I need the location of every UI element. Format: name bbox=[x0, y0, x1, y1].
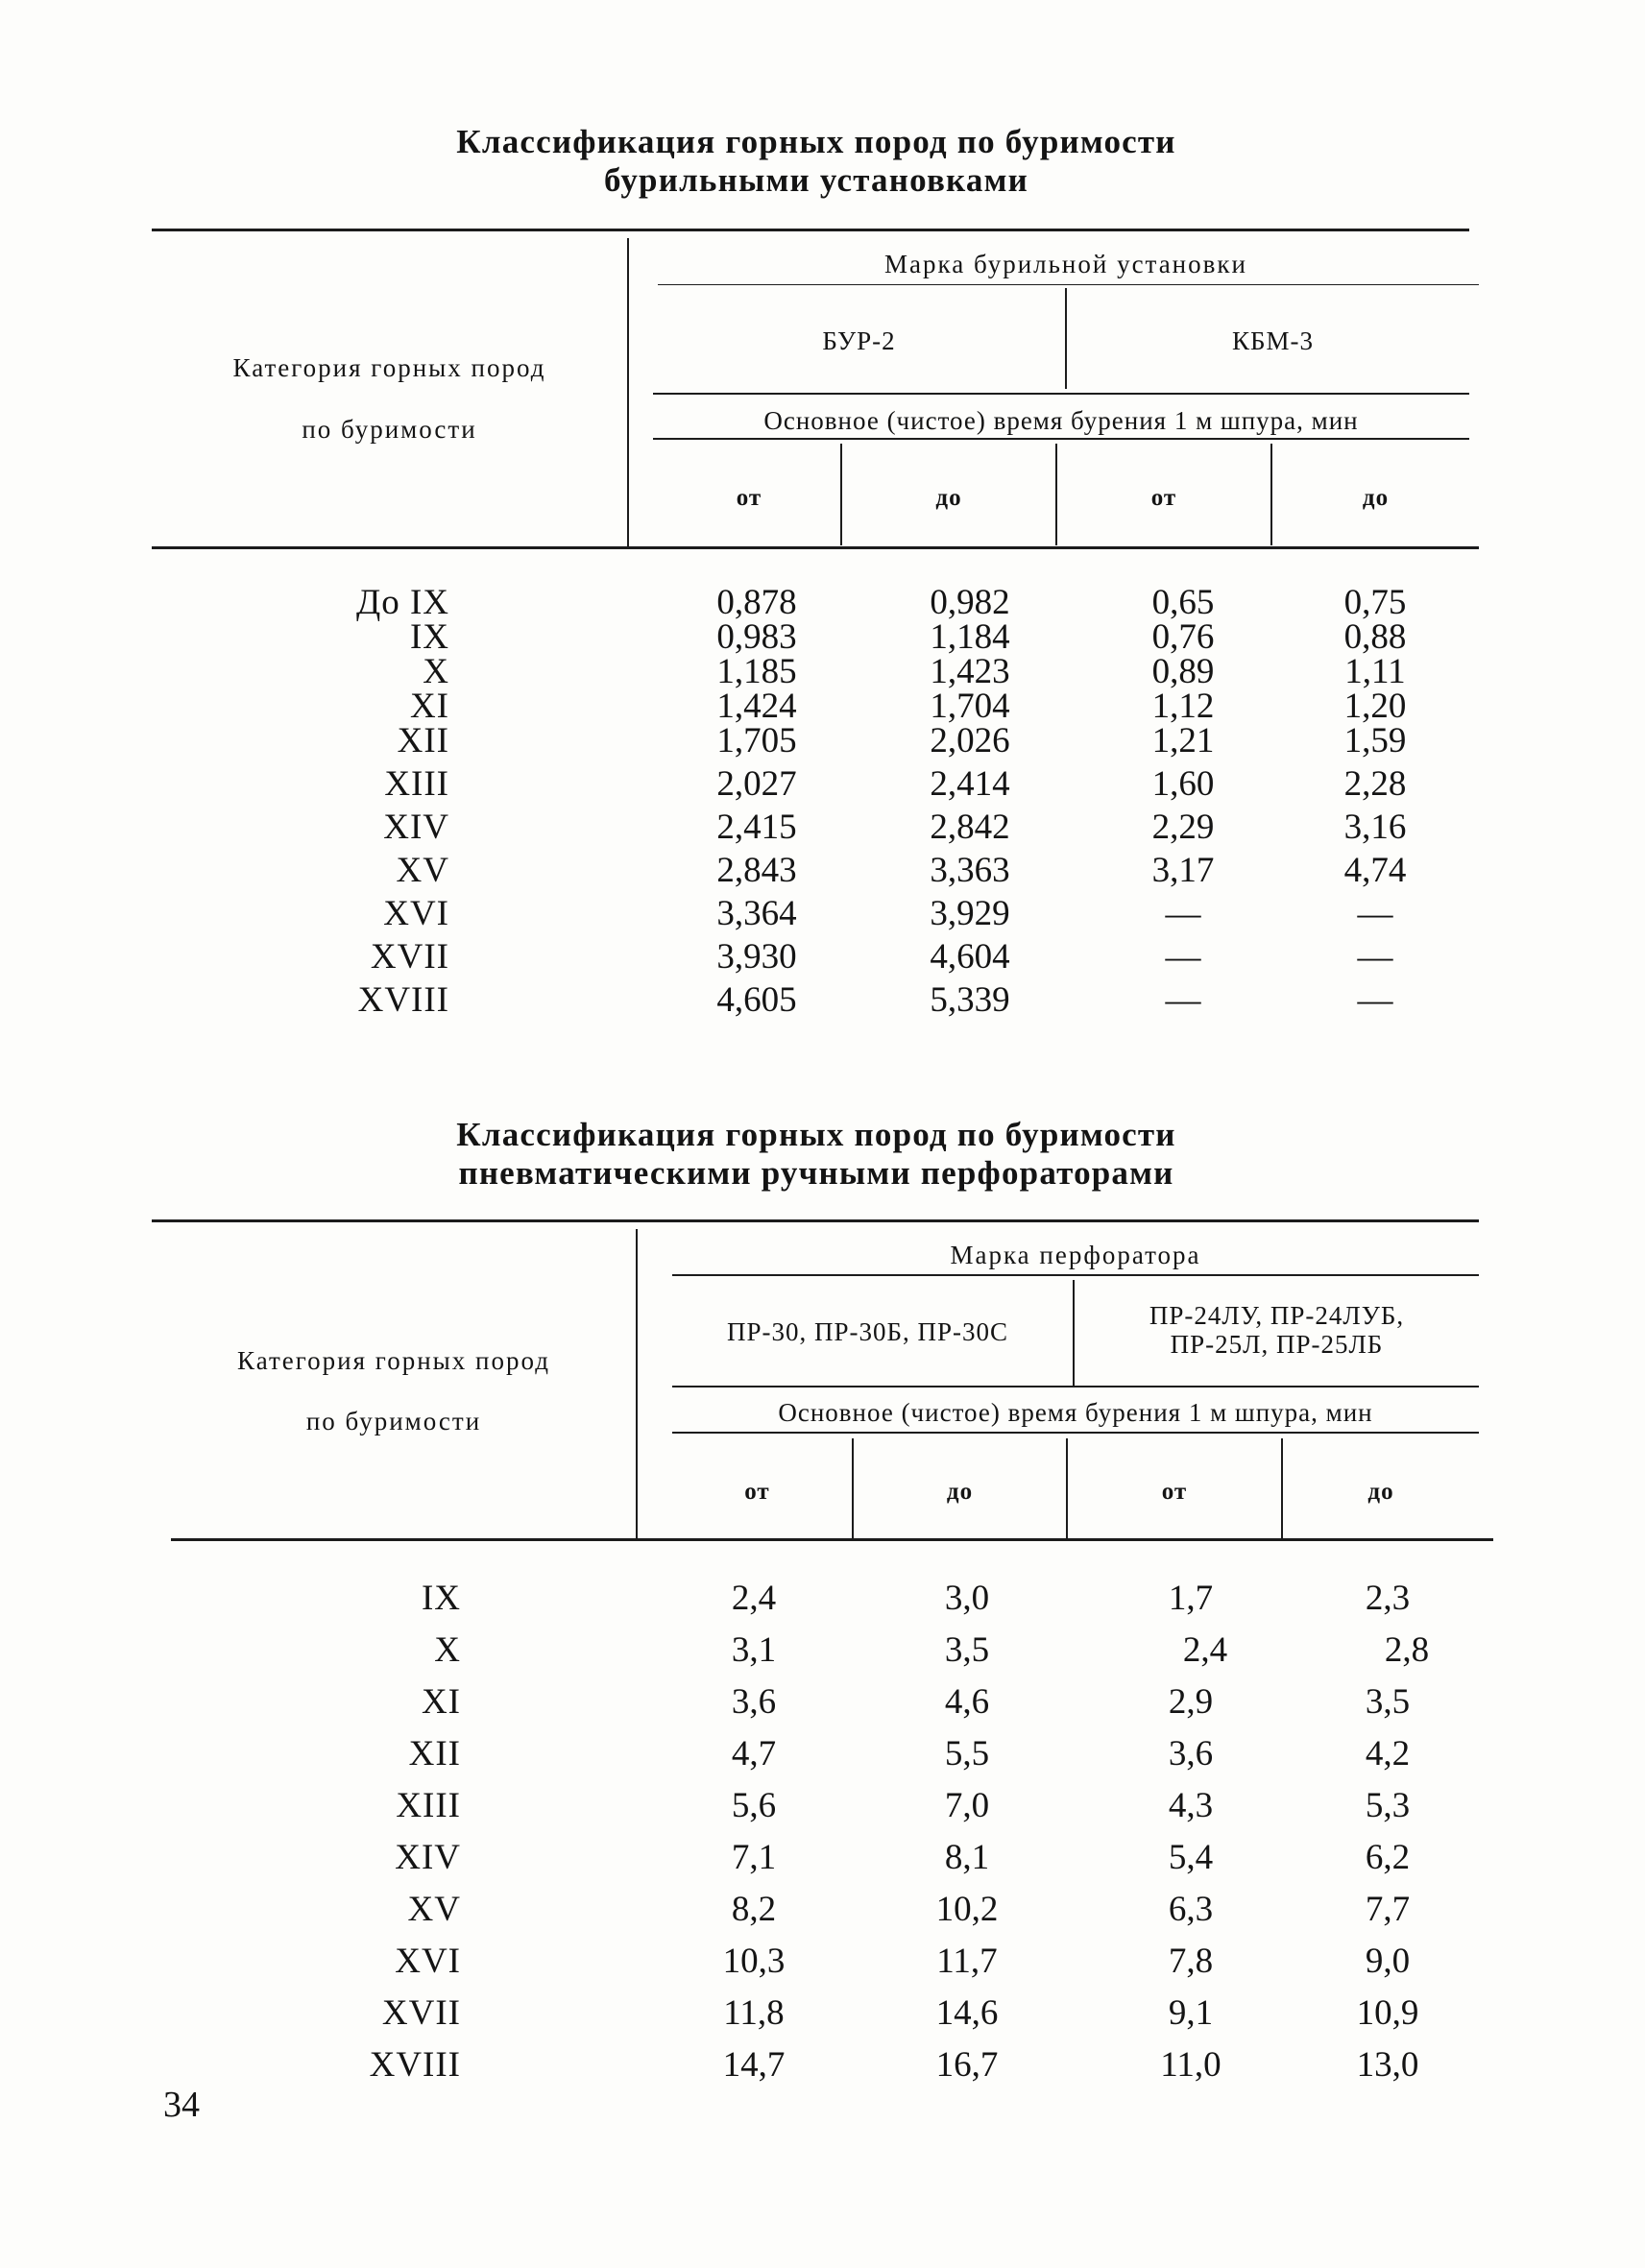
value-cell: 5,5 bbox=[944, 1734, 990, 1773]
table-row bbox=[0, 810, 1645, 854]
value-cell: 3,16 bbox=[1343, 808, 1407, 847]
table-row bbox=[0, 721, 1645, 767]
value-cell: — bbox=[1165, 894, 1201, 933]
table-row bbox=[0, 1936, 1645, 1988]
value-cell: 5,4 bbox=[1168, 1838, 1214, 1877]
table2-category-header-line2: по буримости bbox=[305, 1407, 482, 1436]
category-cell: X bbox=[423, 652, 449, 691]
value-cell: 0,75 bbox=[1343, 583, 1407, 622]
table1-machine-b: КБМ-3 bbox=[1231, 326, 1314, 355]
table2-machine-b-line1: ПР-24ЛУ, ПР-24ЛУБ, bbox=[1149, 1301, 1405, 1330]
value-cell: 3,6 bbox=[731, 1682, 777, 1722]
table1-from-b: от bbox=[1150, 485, 1177, 511]
value-cell: 2,3 bbox=[1365, 1579, 1411, 1618]
value-cell: 11,0 bbox=[1160, 2045, 1222, 2085]
table1-category-header-line2: по буримости bbox=[302, 415, 477, 444]
value-cell: 5,3 bbox=[1365, 1786, 1411, 1825]
category-cell: XVII bbox=[370, 937, 449, 977]
value-cell: 8,2 bbox=[731, 1890, 777, 1929]
category-cell: XI bbox=[409, 687, 449, 726]
value-cell: 0,982 bbox=[930, 583, 1010, 622]
table-row bbox=[0, 764, 1645, 810]
value-cell: 1,11 bbox=[1344, 652, 1406, 691]
value-cell: 7,8 bbox=[1168, 1942, 1214, 1981]
table2-group-rule bbox=[672, 1274, 1479, 1276]
value-cell: 2,027 bbox=[716, 764, 797, 804]
value-cell: 1,704 bbox=[930, 687, 1010, 726]
table2-to-b: до bbox=[1367, 1479, 1394, 1505]
table1-category-divider bbox=[627, 238, 629, 547]
category-cell: IX bbox=[409, 617, 449, 657]
value-cell: — bbox=[1357, 894, 1393, 933]
category-cell: XIV bbox=[383, 808, 449, 847]
value-cell: 6,2 bbox=[1365, 1838, 1411, 1877]
value-cell: 7,7 bbox=[1365, 1890, 1411, 1929]
value-cell: 1,423 bbox=[930, 652, 1010, 691]
table-row bbox=[0, 1625, 1645, 1677]
category-cell: XI bbox=[421, 1682, 461, 1722]
value-cell: 14,7 bbox=[722, 2045, 786, 2085]
table2-time-header: Основное (чистое) время бурения 1 м шпура, мин bbox=[778, 1398, 1373, 1427]
value-cell: 2,414 bbox=[930, 764, 1010, 804]
table1-machine-rule bbox=[653, 393, 1469, 395]
value-cell: 1,424 bbox=[716, 687, 797, 726]
table1-time-rule bbox=[653, 438, 1469, 440]
value-cell: 8,1 bbox=[944, 1838, 990, 1877]
value-cell: 11,7 bbox=[936, 1942, 998, 1981]
value-cell: 4,605 bbox=[716, 980, 797, 1020]
value-cell: 3,364 bbox=[716, 894, 797, 933]
table-row bbox=[0, 1728, 1645, 1780]
table2-category-header-line1: Категория горных пород bbox=[237, 1346, 550, 1375]
table2-time-rule bbox=[672, 1432, 1479, 1434]
value-cell: 3,5 bbox=[1365, 1682, 1411, 1722]
table1-to-b: до bbox=[1362, 485, 1390, 511]
category-cell: XVIII bbox=[369, 2045, 461, 2085]
table-row bbox=[0, 980, 1645, 1026]
value-cell: 2,4 bbox=[731, 1579, 777, 1618]
value-cell: 14,6 bbox=[935, 1993, 999, 2033]
value-cell: 4,7 bbox=[731, 1734, 777, 1773]
value-cell: 1,12 bbox=[1151, 687, 1215, 726]
table2-machine-b-line2: ПР-25Л, ПР-25ЛБ bbox=[1170, 1330, 1384, 1359]
value-cell: — bbox=[1357, 980, 1393, 1020]
value-cell: 16,7 bbox=[935, 2045, 999, 2085]
table2-category-divider bbox=[636, 1229, 638, 1538]
value-cell: 0,65 bbox=[1151, 583, 1215, 622]
value-cell: 1,60 bbox=[1151, 764, 1215, 804]
table2-group-header: Марка перфоратора bbox=[950, 1241, 1201, 1269]
value-cell: 0,878 bbox=[716, 583, 797, 622]
table-row bbox=[0, 937, 1645, 983]
table1-time-header: Основное (чистое) время бурения 1 м шпура, мин bbox=[763, 406, 1359, 435]
value-cell: 10,9 bbox=[1356, 1993, 1419, 2033]
value-cell: 1,184 bbox=[930, 617, 1010, 657]
table2-title-line2: пневматическими ручными перфораторами bbox=[458, 1154, 1174, 1192]
table2-to-a: до bbox=[946, 1479, 974, 1505]
table2-header-bottom-rule bbox=[171, 1538, 1493, 1541]
table-row bbox=[0, 1988, 1645, 2039]
value-cell: 2,026 bbox=[930, 721, 1010, 760]
value-cell: 3,1 bbox=[731, 1630, 777, 1670]
table-row bbox=[0, 1573, 1645, 1625]
category-cell: XVII bbox=[381, 1993, 461, 2033]
category-cell: XVI bbox=[383, 894, 449, 933]
value-cell: 1,21 bbox=[1151, 721, 1215, 760]
table2-title-line1: Классификация горных пород по буримости bbox=[456, 1116, 1176, 1153]
table2-top-rule bbox=[152, 1219, 1479, 1222]
category-cell: X bbox=[434, 1630, 461, 1670]
category-cell: XII bbox=[408, 1734, 461, 1773]
value-cell: 5,6 bbox=[731, 1786, 777, 1825]
table2-title bbox=[144, 1116, 1488, 1193]
value-cell: 0,89 bbox=[1151, 652, 1215, 691]
value-cell: 3,363 bbox=[930, 851, 1010, 890]
value-cell: 7,0 bbox=[944, 1786, 990, 1825]
table2-machine-rule bbox=[672, 1386, 1479, 1387]
table-row bbox=[0, 1832, 1645, 1884]
table1-group-rule bbox=[658, 284, 1479, 285]
category-cell: До IX bbox=[355, 583, 449, 622]
value-cell: 1,7 bbox=[1168, 1579, 1214, 1618]
value-cell: 2,8 bbox=[1384, 1630, 1430, 1670]
value-cell: 10,2 bbox=[935, 1890, 999, 1929]
value-cell: 2,415 bbox=[716, 808, 797, 847]
value-cell: 4,6 bbox=[944, 1682, 990, 1722]
table2-from-b: от bbox=[1161, 1479, 1188, 1505]
value-cell: — bbox=[1357, 937, 1393, 977]
value-cell: 11,8 bbox=[723, 1993, 785, 2033]
table-row bbox=[0, 1677, 1645, 1728]
table-row bbox=[0, 1884, 1645, 1936]
value-cell: 0,76 bbox=[1151, 617, 1215, 657]
table-row bbox=[0, 689, 1645, 724]
value-cell: 9,0 bbox=[1365, 1942, 1411, 1981]
value-cell: 7,1 bbox=[731, 1838, 777, 1877]
value-cell: — bbox=[1165, 980, 1201, 1020]
value-cell: 3,0 bbox=[944, 1579, 990, 1618]
value-cell: 2,29 bbox=[1151, 808, 1215, 847]
value-cell: 4,604 bbox=[930, 937, 1010, 977]
value-cell: 1,20 bbox=[1343, 687, 1407, 726]
category-cell: XV bbox=[407, 1890, 461, 1929]
table1-category-header-line1: Категория горных пород bbox=[232, 353, 546, 382]
value-cell: 10,3 bbox=[722, 1942, 786, 1981]
table1-group-header: Марка бурильной установки bbox=[884, 250, 1247, 278]
value-cell: 13,0 bbox=[1356, 2045, 1419, 2085]
value-cell: 1,705 bbox=[716, 721, 797, 760]
category-cell: IX bbox=[421, 1579, 461, 1618]
category-cell: XIII bbox=[396, 1786, 461, 1825]
value-cell: 3,929 bbox=[930, 894, 1010, 933]
table2-machine-a: ПР-30, ПР-30Б, ПР-30С bbox=[726, 1317, 1009, 1346]
value-cell: 2,9 bbox=[1168, 1682, 1214, 1722]
value-cell: 1,59 bbox=[1343, 721, 1407, 760]
value-cell: 1,185 bbox=[716, 652, 797, 691]
table-row bbox=[0, 2039, 1645, 2091]
table-row bbox=[0, 1780, 1645, 1832]
table1-title-line2: бурильными установками bbox=[603, 161, 1028, 199]
value-cell: 2,842 bbox=[930, 808, 1010, 847]
table1-title-line1: Классификация горных пород по буримости bbox=[456, 123, 1176, 160]
table1-top-rule bbox=[152, 229, 1469, 231]
value-cell: 3,930 bbox=[716, 937, 797, 977]
table2-from-a: от bbox=[744, 1479, 770, 1505]
table-row bbox=[0, 652, 1645, 691]
value-cell: 5,339 bbox=[930, 980, 1010, 1020]
table1-header-bottom-rule bbox=[152, 546, 1479, 549]
value-cell: 3,5 bbox=[944, 1630, 990, 1670]
value-cell: 3,17 bbox=[1151, 851, 1215, 890]
table-row bbox=[0, 894, 1645, 940]
category-cell: XIII bbox=[384, 764, 449, 804]
value-cell: 6,3 bbox=[1168, 1890, 1214, 1929]
table-row bbox=[0, 583, 1645, 622]
table2-body bbox=[0, 1573, 1645, 2091]
category-cell: XVI bbox=[395, 1942, 461, 1981]
value-cell: 3,6 bbox=[1168, 1734, 1214, 1773]
value-cell: 0,88 bbox=[1343, 617, 1407, 657]
table2-machine-b bbox=[1075, 1301, 1479, 1359]
category-cell: XV bbox=[396, 851, 449, 890]
table1-body bbox=[0, 583, 1645, 1026]
category-cell: XII bbox=[397, 721, 449, 760]
table1-machine-a: БУР-2 bbox=[822, 326, 896, 355]
value-cell: 2,28 bbox=[1343, 764, 1407, 804]
value-cell: 2,4 bbox=[1182, 1630, 1228, 1670]
value-cell: 4,3 bbox=[1168, 1786, 1214, 1825]
page-number: 34 bbox=[163, 2085, 200, 2125]
table1-from-a: от bbox=[736, 485, 762, 511]
category-cell: XIV bbox=[395, 1838, 461, 1877]
value-cell: 4,2 bbox=[1365, 1734, 1411, 1773]
value-cell: — bbox=[1165, 937, 1201, 977]
value-cell: 0,983 bbox=[716, 617, 797, 657]
value-cell: 2,843 bbox=[716, 851, 797, 890]
value-cell: 9,1 bbox=[1168, 1993, 1214, 2033]
value-cell: 4,74 bbox=[1343, 851, 1407, 890]
table1-title bbox=[144, 123, 1488, 200]
category-cell: XVIII bbox=[357, 980, 449, 1020]
table-row bbox=[0, 617, 1645, 657]
table1-to-a: до bbox=[935, 485, 962, 511]
table-row bbox=[0, 851, 1645, 897]
